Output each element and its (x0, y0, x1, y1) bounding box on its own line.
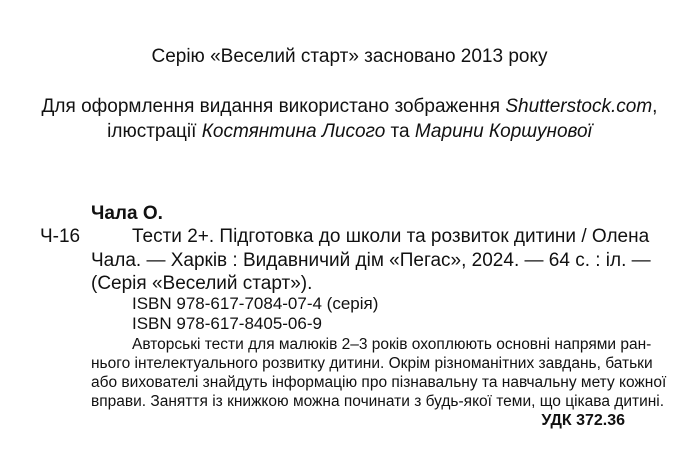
series-note: Серію «Веселий старт» засновано 2013 року (151, 46, 548, 67)
credits-comma: , (652, 96, 658, 117)
abstract-line-1: Авторські тести для малюків 2–3 років охоплюють основні напрями ран- (132, 336, 652, 353)
abstract-line-3: або вихователі знайдуть інформацію про пізнавальну та навчальну мету кожної (91, 374, 667, 391)
description-line-1: Тести 2+. Підготовка до школи та розвиток дитини / Олена (132, 226, 650, 247)
illustrator-1: Костянтина Лисого (201, 121, 386, 142)
credits-line-1 (0, 97, 699, 116)
illustrations-prefix: ілюстрації (107, 121, 202, 142)
credits-line-2 (0, 122, 699, 141)
description-line-2: Чала. — Харків : Видавничий дім «Пегас», 2024. — 64 с. : іл. — (91, 250, 651, 271)
description-line-3: (Серія «Веселий старт»). (91, 273, 313, 294)
isbn-book: ISBN 978-617-8405-06-9 (132, 314, 322, 333)
abstract-line-2: нього інтелектуального розвитку дитини. Окрім різноманітних завдань, батьки (91, 355, 653, 372)
udk-code: УДК 372.36 (541, 412, 625, 429)
author-heading: Чала О. (91, 203, 163, 224)
catalog-index: Ч-16 (40, 226, 81, 247)
image-source: Shutterstock.com (505, 96, 653, 117)
abstract-line-4: вправи. Заняття із книжкою можна починати з будь-якої теми, що цікава дитині. (91, 393, 665, 410)
illustrator-2: Марини Коршунової (414, 121, 592, 142)
conjunction: та (385, 121, 415, 142)
credits-prefix: Для оформлення видання використано зображення (41, 96, 506, 117)
isbn-series: ISBN 978-617-7084-07-4 (серія) (132, 294, 379, 313)
